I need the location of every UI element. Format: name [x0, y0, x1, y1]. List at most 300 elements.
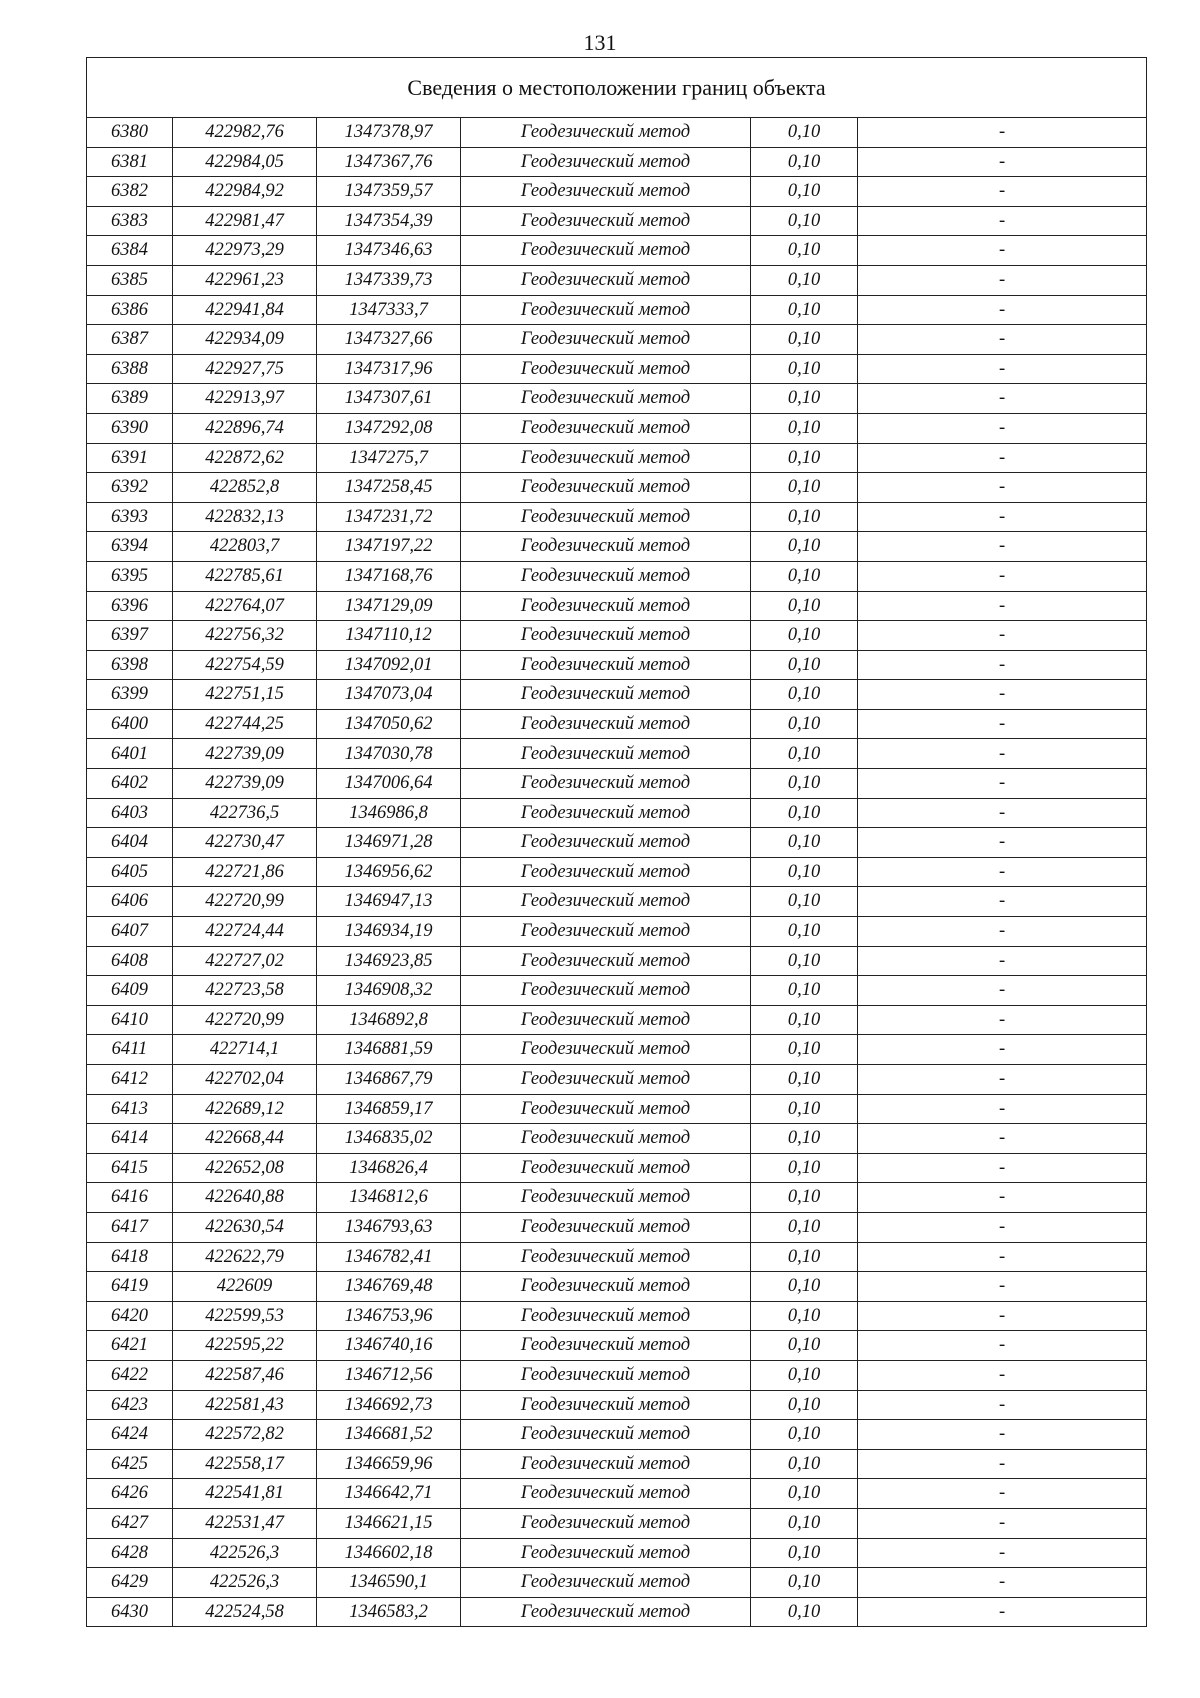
x-coordinate-cell: 422640,88: [173, 1183, 317, 1213]
table-row: [87, 1331, 1147, 1361]
accuracy-cell: 0,10: [751, 887, 858, 917]
accuracy-cell: 0,10: [751, 413, 858, 443]
x-coordinate-cell: 422587,46: [173, 1360, 317, 1390]
point-number-cell: 6417: [87, 1212, 173, 1242]
point-number-cell: 6392: [87, 473, 173, 503]
point-number-cell: 6407: [87, 917, 173, 947]
y-coordinate-cell: 1347333,7: [317, 295, 461, 325]
x-coordinate-cell: 422630,54: [173, 1212, 317, 1242]
table-row: [87, 354, 1147, 384]
point-number-cell: 6385: [87, 265, 173, 295]
x-coordinate-cell: 422652,08: [173, 1153, 317, 1183]
x-coordinate-cell: 422524,58: [173, 1597, 317, 1627]
description-cell: -: [858, 265, 1147, 295]
description-cell: -: [858, 384, 1147, 414]
accuracy-cell: 0,10: [751, 265, 858, 295]
method-cell: Геодезический метод: [461, 502, 751, 532]
point-number-cell: 6393: [87, 502, 173, 532]
description-cell: -: [858, 1331, 1147, 1361]
accuracy-cell: 0,10: [751, 1420, 858, 1450]
description-cell: -: [858, 709, 1147, 739]
table-row: [87, 739, 1147, 769]
description-cell: -: [858, 946, 1147, 976]
x-coordinate-cell: 422720,99: [173, 887, 317, 917]
point-number-cell: 6427: [87, 1508, 173, 1538]
point-number-cell: 6400: [87, 709, 173, 739]
description-cell: -: [858, 739, 1147, 769]
table-title-row: [87, 58, 1147, 118]
table-row: [87, 798, 1147, 828]
method-cell: Геодезический метод: [461, 798, 751, 828]
accuracy-cell: 0,10: [751, 798, 858, 828]
description-cell: -: [858, 769, 1147, 799]
description-cell: -: [858, 118, 1147, 148]
method-cell: Геодезический метод: [461, 1242, 751, 1272]
y-coordinate-cell: 1346881,59: [317, 1035, 461, 1065]
x-coordinate-cell: 422756,32: [173, 621, 317, 651]
method-cell: Геодезический метод: [461, 650, 751, 680]
table-row: [87, 1212, 1147, 1242]
table-row: [87, 976, 1147, 1006]
method-cell: Геодезический метод: [461, 1065, 751, 1095]
description-cell: -: [858, 680, 1147, 710]
x-coordinate-cell: 422609: [173, 1272, 317, 1302]
description-cell: -: [858, 1301, 1147, 1331]
y-coordinate-cell: 1346835,02: [317, 1124, 461, 1154]
x-coordinate-cell: 422896,74: [173, 413, 317, 443]
point-number-cell: 6421: [87, 1331, 173, 1361]
method-cell: Геодезический метод: [461, 1183, 751, 1213]
y-coordinate-cell: 1346934,19: [317, 917, 461, 947]
accuracy-cell: 0,10: [751, 532, 858, 562]
table-row: [87, 1508, 1147, 1538]
table-row: [87, 325, 1147, 355]
y-coordinate-cell: 1346659,96: [317, 1449, 461, 1479]
point-number-cell: 6415: [87, 1153, 173, 1183]
x-coordinate-cell: 422852,8: [173, 473, 317, 503]
table-row: [87, 1183, 1147, 1213]
method-cell: Геодезический метод: [461, 177, 751, 207]
table-row: [87, 1301, 1147, 1331]
x-coordinate-cell: 422984,92: [173, 177, 317, 207]
point-number-cell: 6424: [87, 1420, 173, 1450]
y-coordinate-cell: 1346971,28: [317, 828, 461, 858]
description-cell: -: [858, 413, 1147, 443]
x-coordinate-cell: 422803,7: [173, 532, 317, 562]
method-cell: Геодезический метод: [461, 325, 751, 355]
point-number-cell: 6420: [87, 1301, 173, 1331]
method-cell: Геодезический метод: [461, 1390, 751, 1420]
x-coordinate-cell: 422764,07: [173, 591, 317, 621]
point-number-cell: 6409: [87, 976, 173, 1006]
y-coordinate-cell: 1346867,79: [317, 1065, 461, 1095]
description-cell: -: [858, 1242, 1147, 1272]
description-cell: -: [858, 1538, 1147, 1568]
table-row: [87, 118, 1147, 148]
y-coordinate-cell: 1346782,41: [317, 1242, 461, 1272]
x-coordinate-cell: 422785,61: [173, 561, 317, 591]
y-coordinate-cell: 1347378,97: [317, 118, 461, 148]
y-coordinate-cell: 1346712,56: [317, 1360, 461, 1390]
accuracy-cell: 0,10: [751, 1508, 858, 1538]
x-coordinate-cell: 422736,5: [173, 798, 317, 828]
table-row: [87, 413, 1147, 443]
method-cell: Геодезический метод: [461, 354, 751, 384]
description-cell: -: [858, 443, 1147, 473]
description-cell: -: [858, 1390, 1147, 1420]
description-cell: -: [858, 1479, 1147, 1509]
x-coordinate-cell: 422751,15: [173, 680, 317, 710]
method-cell: Геодезический метод: [461, 857, 751, 887]
method-cell: Геодезический метод: [461, 1538, 751, 1568]
accuracy-cell: 0,10: [751, 1360, 858, 1390]
y-coordinate-cell: 1346692,73: [317, 1390, 461, 1420]
x-coordinate-cell: 422981,47: [173, 206, 317, 236]
table-row: [87, 828, 1147, 858]
y-coordinate-cell: 1347110,12: [317, 621, 461, 651]
table-row: [87, 473, 1147, 503]
accuracy-cell: 0,10: [751, 561, 858, 591]
description-cell: -: [858, 1153, 1147, 1183]
description-cell: -: [858, 650, 1147, 680]
point-number-cell: 6382: [87, 177, 173, 207]
y-coordinate-cell: 1347258,45: [317, 473, 461, 503]
x-coordinate-cell: 422581,43: [173, 1390, 317, 1420]
y-coordinate-cell: 1346908,32: [317, 976, 461, 1006]
accuracy-cell: 0,10: [751, 621, 858, 651]
y-coordinate-cell: 1346859,17: [317, 1094, 461, 1124]
accuracy-cell: 0,10: [751, 1153, 858, 1183]
accuracy-cell: 0,10: [751, 1390, 858, 1420]
table-row: [87, 1065, 1147, 1095]
x-coordinate-cell: 422526,3: [173, 1538, 317, 1568]
x-coordinate-cell: 422730,47: [173, 828, 317, 858]
point-number-cell: 6394: [87, 532, 173, 562]
point-number-cell: 6419: [87, 1272, 173, 1302]
accuracy-cell: 0,10: [751, 1035, 858, 1065]
accuracy-cell: 0,10: [751, 917, 858, 947]
point-number-cell: 6412: [87, 1065, 173, 1095]
method-cell: Геодезический метод: [461, 621, 751, 651]
table-row: [87, 1035, 1147, 1065]
accuracy-cell: 0,10: [751, 650, 858, 680]
accuracy-cell: 0,10: [751, 680, 858, 710]
y-coordinate-cell: 1346590,1: [317, 1568, 461, 1598]
x-coordinate-cell: 422714,1: [173, 1035, 317, 1065]
point-number-cell: 6413: [87, 1094, 173, 1124]
y-coordinate-cell: 1347359,57: [317, 177, 461, 207]
point-number-cell: 6430: [87, 1597, 173, 1627]
accuracy-cell: 0,10: [751, 828, 858, 858]
table-row: [87, 946, 1147, 976]
x-coordinate-cell: 422724,44: [173, 917, 317, 947]
x-coordinate-cell: 422541,81: [173, 1479, 317, 1509]
table-row: [87, 621, 1147, 651]
point-number-cell: 6398: [87, 650, 173, 680]
description-cell: -: [858, 206, 1147, 236]
method-cell: Геодезический метод: [461, 1153, 751, 1183]
y-coordinate-cell: 1347307,61: [317, 384, 461, 414]
table-row: [87, 1420, 1147, 1450]
table-row: [87, 887, 1147, 917]
accuracy-cell: 0,10: [751, 1094, 858, 1124]
y-coordinate-cell: 1347006,64: [317, 769, 461, 799]
x-coordinate-cell: 422531,47: [173, 1508, 317, 1538]
x-coordinate-cell: 422558,17: [173, 1449, 317, 1479]
method-cell: Геодезический метод: [461, 1094, 751, 1124]
y-coordinate-cell: 1347327,66: [317, 325, 461, 355]
x-coordinate-cell: 422872,62: [173, 443, 317, 473]
method-cell: Геодезический метод: [461, 1005, 751, 1035]
point-number-cell: 6380: [87, 118, 173, 148]
y-coordinate-cell: 1347168,76: [317, 561, 461, 591]
description-cell: -: [858, 1212, 1147, 1242]
accuracy-cell: 0,10: [751, 354, 858, 384]
method-cell: Геодезический метод: [461, 1301, 751, 1331]
description-cell: -: [858, 917, 1147, 947]
y-coordinate-cell: 1347092,01: [317, 650, 461, 680]
description-cell: -: [858, 976, 1147, 1006]
accuracy-cell: 0,10: [751, 1065, 858, 1095]
x-coordinate-cell: 422739,09: [173, 769, 317, 799]
accuracy-cell: 0,10: [751, 769, 858, 799]
point-number-cell: 6399: [87, 680, 173, 710]
x-coordinate-cell: 422721,86: [173, 857, 317, 887]
x-coordinate-cell: 422941,84: [173, 295, 317, 325]
y-coordinate-cell: 1347292,08: [317, 413, 461, 443]
point-number-cell: 6403: [87, 798, 173, 828]
accuracy-cell: 0,10: [751, 1301, 858, 1331]
table-row: [87, 1124, 1147, 1154]
method-cell: Геодезический метод: [461, 591, 751, 621]
accuracy-cell: 0,10: [751, 591, 858, 621]
accuracy-cell: 0,10: [751, 1479, 858, 1509]
method-cell: Геодезический метод: [461, 265, 751, 295]
method-cell: Геодезический метод: [461, 1035, 751, 1065]
x-coordinate-cell: 422744,25: [173, 709, 317, 739]
method-cell: Геодезический метод: [461, 206, 751, 236]
accuracy-cell: 0,10: [751, 1212, 858, 1242]
description-cell: -: [858, 561, 1147, 591]
table-row: [87, 709, 1147, 739]
method-cell: Геодезический метод: [461, 917, 751, 947]
method-cell: Геодезический метод: [461, 828, 751, 858]
method-cell: Геодезический метод: [461, 1360, 751, 1390]
point-number-cell: 6397: [87, 621, 173, 651]
description-cell: -: [858, 177, 1147, 207]
description-cell: -: [858, 236, 1147, 266]
method-cell: Геодезический метод: [461, 295, 751, 325]
y-coordinate-cell: 1346812,6: [317, 1183, 461, 1213]
y-coordinate-cell: 1346793,63: [317, 1212, 461, 1242]
description-cell: -: [858, 1272, 1147, 1302]
table-row: [87, 1005, 1147, 1035]
description-cell: -: [858, 502, 1147, 532]
x-coordinate-cell: 422927,75: [173, 354, 317, 384]
point-number-cell: 6387: [87, 325, 173, 355]
accuracy-cell: 0,10: [751, 147, 858, 177]
method-cell: Геодезический метод: [461, 1508, 751, 1538]
table-row: [87, 384, 1147, 414]
description-cell: -: [858, 147, 1147, 177]
x-coordinate-cell: 422599,53: [173, 1301, 317, 1331]
table-row: [87, 769, 1147, 799]
description-cell: -: [858, 828, 1147, 858]
method-cell: Геодезический метод: [461, 769, 751, 799]
x-coordinate-cell: 422754,59: [173, 650, 317, 680]
description-cell: -: [858, 1449, 1147, 1479]
table-row: [87, 177, 1147, 207]
point-number-cell: 6411: [87, 1035, 173, 1065]
point-number-cell: 6422: [87, 1360, 173, 1390]
point-number-cell: 6418: [87, 1242, 173, 1272]
y-coordinate-cell: 1346681,52: [317, 1420, 461, 1450]
accuracy-cell: 0,10: [751, 1538, 858, 1568]
y-coordinate-cell: 1346947,13: [317, 887, 461, 917]
y-coordinate-cell: 1346826,4: [317, 1153, 461, 1183]
point-number-cell: 6389: [87, 384, 173, 414]
accuracy-cell: 0,10: [751, 295, 858, 325]
y-coordinate-cell: 1347129,09: [317, 591, 461, 621]
method-cell: Геодезический метод: [461, 413, 751, 443]
method-cell: Геодезический метод: [461, 561, 751, 591]
x-coordinate-cell: 422526,3: [173, 1568, 317, 1598]
x-coordinate-cell: 422739,09: [173, 739, 317, 769]
method-cell: Геодезический метод: [461, 680, 751, 710]
accuracy-cell: 0,10: [751, 1449, 858, 1479]
y-coordinate-cell: 1346753,96: [317, 1301, 461, 1331]
x-coordinate-cell: 422720,99: [173, 1005, 317, 1035]
accuracy-cell: 0,10: [751, 976, 858, 1006]
point-number-cell: 6429: [87, 1568, 173, 1598]
point-number-cell: 6426: [87, 1479, 173, 1509]
y-coordinate-cell: 1347354,39: [317, 206, 461, 236]
table-row: [87, 265, 1147, 295]
point-number-cell: 6416: [87, 1183, 173, 1213]
method-cell: Геодезический метод: [461, 1124, 751, 1154]
table-row: [87, 295, 1147, 325]
description-cell: -: [858, 1094, 1147, 1124]
method-cell: Геодезический метод: [461, 1420, 751, 1450]
x-coordinate-cell: 422595,22: [173, 1331, 317, 1361]
description-cell: -: [858, 1508, 1147, 1538]
boundary-coordinates-table: [86, 57, 1147, 1627]
accuracy-cell: 0,10: [751, 118, 858, 148]
method-cell: Геодезический метод: [461, 118, 751, 148]
description-cell: -: [858, 1568, 1147, 1598]
accuracy-cell: 0,10: [751, 1597, 858, 1627]
method-cell: Геодезический метод: [461, 1568, 751, 1598]
point-number-cell: 6401: [87, 739, 173, 769]
accuracy-cell: 0,10: [751, 739, 858, 769]
table-row: [87, 1272, 1147, 1302]
description-cell: -: [858, 621, 1147, 651]
description-cell: -: [858, 1065, 1147, 1095]
y-coordinate-cell: 1346642,71: [317, 1479, 461, 1509]
table-row: [87, 1449, 1147, 1479]
method-cell: Геодезический метод: [461, 1479, 751, 1509]
x-coordinate-cell: 422702,04: [173, 1065, 317, 1095]
method-cell: Геодезический метод: [461, 1597, 751, 1627]
table-title: Сведения о местоположении границ объекта: [87, 58, 1147, 118]
method-cell: Геодезический метод: [461, 976, 751, 1006]
accuracy-cell: 0,10: [751, 443, 858, 473]
description-cell: -: [858, 798, 1147, 828]
accuracy-cell: 0,10: [751, 1183, 858, 1213]
description-cell: -: [858, 532, 1147, 562]
x-coordinate-cell: 422832,13: [173, 502, 317, 532]
accuracy-cell: 0,10: [751, 946, 858, 976]
table-row: [87, 680, 1147, 710]
x-coordinate-cell: 422723,58: [173, 976, 317, 1006]
accuracy-cell: 0,10: [751, 1124, 858, 1154]
table-row: [87, 1597, 1147, 1627]
point-number-cell: 6405: [87, 857, 173, 887]
point-number-cell: 6391: [87, 443, 173, 473]
method-cell: Геодезический метод: [461, 1331, 751, 1361]
y-coordinate-cell: 1347231,72: [317, 502, 461, 532]
x-coordinate-cell: 422934,09: [173, 325, 317, 355]
table-row: [87, 1153, 1147, 1183]
y-coordinate-cell: 1346740,16: [317, 1331, 461, 1361]
description-cell: -: [858, 1005, 1147, 1035]
y-coordinate-cell: 1347317,96: [317, 354, 461, 384]
description-cell: -: [858, 295, 1147, 325]
table-row: [87, 206, 1147, 236]
accuracy-cell: 0,10: [751, 384, 858, 414]
description-cell: -: [858, 887, 1147, 917]
point-number-cell: 6384: [87, 236, 173, 266]
y-coordinate-cell: 1347030,78: [317, 739, 461, 769]
method-cell: Геодезический метод: [461, 236, 751, 266]
x-coordinate-cell: 422668,44: [173, 1124, 317, 1154]
method-cell: Геодезический метод: [461, 1272, 751, 1302]
page-number: 131: [583, 30, 617, 55]
y-coordinate-cell: 1346583,2: [317, 1597, 461, 1627]
y-coordinate-cell: 1346769,48: [317, 1272, 461, 1302]
table-row: [87, 857, 1147, 887]
method-cell: Геодезический метод: [461, 887, 751, 917]
x-coordinate-cell: 422913,97: [173, 384, 317, 414]
accuracy-cell: 0,10: [751, 177, 858, 207]
point-number-cell: 6423: [87, 1390, 173, 1420]
description-cell: -: [858, 591, 1147, 621]
point-number-cell: 6383: [87, 206, 173, 236]
method-cell: Геодезический метод: [461, 709, 751, 739]
method-cell: Геодезический метод: [461, 532, 751, 562]
description-cell: -: [858, 1597, 1147, 1627]
point-number-cell: 6404: [87, 828, 173, 858]
description-cell: -: [858, 1124, 1147, 1154]
method-cell: Геодезический метод: [461, 1449, 751, 1479]
point-number-cell: 6425: [87, 1449, 173, 1479]
y-coordinate-cell: 1347346,63: [317, 236, 461, 266]
point-number-cell: 6414: [87, 1124, 173, 1154]
method-cell: Геодезический метод: [461, 1212, 751, 1242]
table-row: [87, 1360, 1147, 1390]
y-coordinate-cell: 1347275,7: [317, 443, 461, 473]
table-row: [87, 650, 1147, 680]
point-number-cell: 6390: [87, 413, 173, 443]
accuracy-cell: 0,10: [751, 1005, 858, 1035]
table-row: [87, 1094, 1147, 1124]
description-cell: -: [858, 473, 1147, 503]
y-coordinate-cell: 1347197,22: [317, 532, 461, 562]
y-coordinate-cell: 1347050,62: [317, 709, 461, 739]
point-number-cell: 6408: [87, 946, 173, 976]
table-row: [87, 1479, 1147, 1509]
description-cell: -: [858, 1360, 1147, 1390]
